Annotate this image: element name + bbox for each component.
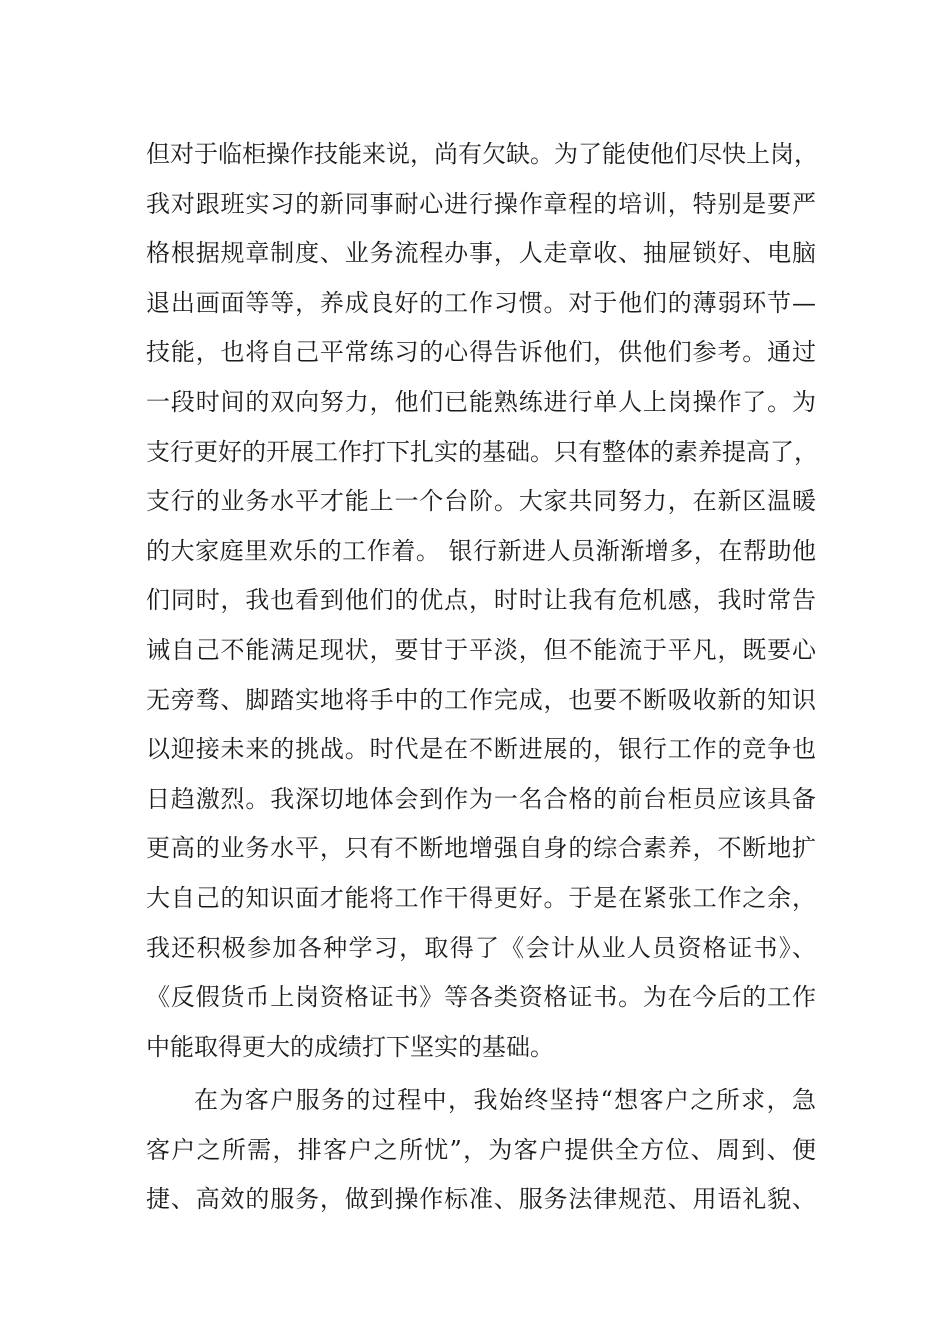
paragraph-2 [146,1076,816,1225]
text-line: 我对跟班实习的新同事耐心进行操作章程的培训，特别是要严 [146,189,816,218]
text-line: 一段时间的双向努力，他们已能熟练进行单人上岗操作了。为 [146,387,816,416]
text-line: 日趋激烈。我深切地体会到作为一名合格的前台柜员应该具备 [146,784,816,813]
text-line: 客户之所需，排客户之所忧”，为客户提供全方位、周到、便 [146,1135,816,1164]
text-line: 技能，也将自己平常练习的心得告诉他们，供他们参考。通过 [146,338,816,367]
text-line: 大自己的知识面才能将工作干得更好。于是在紧张工作之余， [146,883,816,912]
body-text [146,130,816,1225]
text-line: 更高的业务水平，只有不断地增强自身的综合素养，不断地扩 [146,834,816,863]
text-line: 我还积极参加各种学习，取得了《会计从业人员资格证书》、 [146,933,816,962]
text-line: 《反假货币上岗资格证书》等各类资格证书。为在今后的工作 [146,983,816,1012]
text-line: 退出画面等等，养成良好的工作习惯。对于他们的薄弱环节— [146,288,816,317]
text-line: 捷、高效的服务，做到操作标准、服务法律规范、用语礼貌、 [146,1185,816,1214]
paragraph-1 [146,130,816,1072]
text-line: 以迎接未来的挑战。时代是在不断进展的，银行工作的竞争也 [146,735,816,764]
text-line: 在为客户服务的过程中，我始终坚持“想客户之所求，急 [194,1086,816,1115]
text-line: 中能取得更大的成绩打下坚实的基础。 [146,1032,554,1061]
text-line: 的大家庭里欢乐的工作着。 银行新进人员渐渐增多，在帮助他 [146,536,816,565]
text-line: 格根据规章制度、业务流程办事，人走章收、抽屉锁好、电脑 [146,239,816,268]
text-line: 支行的业务水平才能上一个台阶。大家共同努力，在新区温暖 [146,487,816,516]
text-line: 们同时，我也看到他们的优点，时时让我有危机感，我时常告 [146,586,816,615]
text-line: 支行更好的开展工作打下扎实的基础。只有整体的素养提高了， [146,437,818,466]
text-line: 无旁骛、脚踏实地将手中的工作完成，也要不断吸收新的知识 [146,685,816,714]
text-line: 但对于临柜操作技能来说，尚有欠缺。为了能使他们尽快上岗， [146,140,818,168]
text-line: 诫自己不能满足现状，要甘于平淡，但不能流于平凡，既要心 [146,635,816,664]
